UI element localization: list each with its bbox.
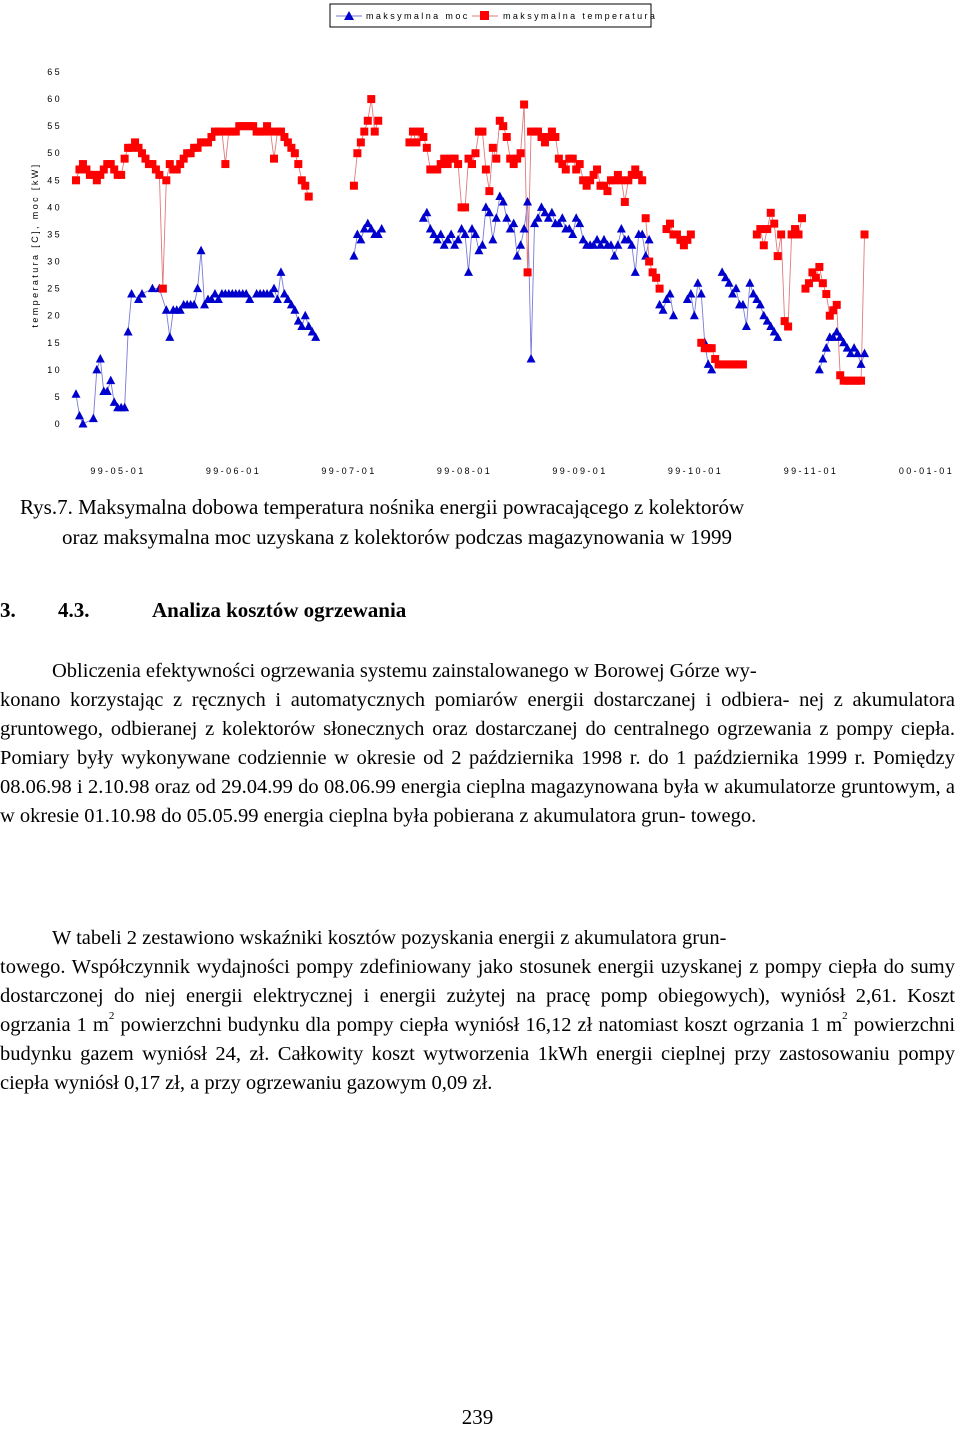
y-tick-label: 20 <box>47 310 62 321</box>
paragraph-1-line: od 2 października 1998 r. do 1 października 1999 r. Pomiędzy 08.06.98 i 2.10.98 oraz od <box>0 747 955 798</box>
temperatura-point <box>617 176 625 184</box>
temperatura-point <box>798 214 806 222</box>
temperatura-point <box>551 133 559 141</box>
temperatura-point <box>371 128 379 136</box>
superscript: 2 <box>108 1010 115 1022</box>
temperatura-point <box>405 138 413 146</box>
moc-point <box>669 311 678 320</box>
moc-point <box>96 354 105 363</box>
text-run: powierzchni budynku gazem <box>0 1014 956 1065</box>
temperatura-point <box>360 128 368 136</box>
section-title: Analiza kosztów ogrzewania <box>152 598 407 622</box>
paragraph-2-line: pompy ciepła wyniósł 0,17 zł, a przy ogrzewaniu gazowym 0,09 zł. <box>0 1043 956 1094</box>
x-tick-label: 99-08-01 <box>436 466 493 476</box>
moc-point <box>818 354 827 363</box>
moc-point <box>693 278 702 287</box>
moc-point <box>745 278 754 287</box>
moc-point <box>165 332 174 341</box>
temperatura-point <box>603 187 611 195</box>
temperatura-point <box>652 274 660 282</box>
moc-point <box>742 322 751 331</box>
temperatura-point <box>822 290 830 298</box>
temperatura-point <box>642 214 650 222</box>
moc-point <box>273 294 282 303</box>
moc-point <box>520 224 529 233</box>
moc-point <box>422 208 431 217</box>
y-axis-label: temperatura [C], moc [kW] <box>30 162 40 328</box>
temperatura-point <box>805 279 813 287</box>
y-tick-label: 40 <box>47 202 62 213</box>
temperatura-point <box>656 285 664 293</box>
y-tick-label: 15 <box>47 337 62 348</box>
x-tick-label: 99-09-01 <box>552 466 608 476</box>
temperatura-point <box>350 182 358 190</box>
x-tick-label: 00-01-01 <box>898 466 955 476</box>
moc-point <box>690 311 699 320</box>
y-tick-label: 35 <box>47 229 62 240</box>
temperatura-point <box>162 176 170 184</box>
x-tick-label: 99-06-01 <box>205 466 262 476</box>
temperatura-point <box>833 301 841 309</box>
moc-point <box>613 240 622 249</box>
moc-point <box>124 327 133 336</box>
temperatura-point <box>471 149 479 157</box>
temperatura-point <box>423 144 431 152</box>
moc-point <box>349 251 358 260</box>
temperatura-point <box>562 165 570 173</box>
temperatura-point <box>218 128 226 136</box>
temperatura-point <box>499 122 507 130</box>
temperatura-point <box>777 230 785 238</box>
temperatura-point <box>492 155 500 163</box>
temperatura-point <box>666 220 674 228</box>
moc-point <box>193 284 202 293</box>
caption-line-2: oraz maksymalna moc uzyskana z kolektorów podczas magazynowania w 1999 <box>62 525 733 549</box>
y-tick-label: 50 <box>47 148 62 159</box>
temperatura-point <box>687 230 695 238</box>
text-run: powierzchni budynku dla pompy <box>114 1014 394 1036</box>
temperatura-point <box>763 225 771 233</box>
temperatura-point <box>638 176 646 184</box>
moc-point <box>697 289 706 298</box>
moc-point <box>666 289 675 298</box>
moc-point <box>447 229 456 238</box>
moc-point <box>558 213 567 222</box>
paragraph-1-line: nej z akumulatora gruntowego, odbieranej z kolektorów słonecznych oraz dostarczanej do <box>0 689 956 740</box>
caption-line-1: Maksymalna dobowa temperatura nośnika energii powracającego z kolektorów <box>78 495 745 519</box>
x-tick-label: 99-07-01 <box>321 466 377 476</box>
moc-point <box>197 246 206 255</box>
x-tick-label: 99-10-01 <box>667 466 724 476</box>
subsection-number: 4.3. <box>58 598 90 622</box>
moc-point <box>72 389 81 398</box>
section-number: 3. <box>0 598 16 622</box>
text-run: ciepła wyniósł 16,12 zł natomiast koszt ogrzania 1 m <box>399 1014 843 1036</box>
temperatura-point <box>520 100 528 108</box>
moc-point <box>301 311 310 320</box>
temperatura-point <box>576 160 584 168</box>
legend-label-moc: maksymalna moc <box>366 11 470 21</box>
temperatura-point <box>774 252 782 260</box>
y-tick-label: 10 <box>47 364 62 375</box>
moc-point <box>127 289 136 298</box>
moc-point <box>516 240 525 249</box>
moc-point <box>492 213 501 222</box>
paragraph-1-line: konano korzystając z ręcznych i automatycznych pomiarów energii dostarczanej i odbiera- <box>0 689 790 711</box>
moc-point <box>617 224 626 233</box>
paragraph-2-line: towego. Współczynnik wydajności pompy zdefiniowany jako stosunek energii uzyskanej z <box>0 956 759 978</box>
temperatura-point <box>221 160 229 168</box>
temperatura-point <box>468 160 476 168</box>
temperatura-point <box>489 144 497 152</box>
moc-point <box>78 419 87 428</box>
temperatura-point <box>461 203 469 211</box>
section-heading <box>0 598 406 623</box>
paragraph-1-line: 29.04.99 do 08.06.99 energia cieplna magazynowana była w akumulatorze gruntowym, <box>221 776 941 798</box>
moc-point <box>523 197 532 206</box>
y-tick-label: 45 <box>47 175 62 186</box>
temperatura-point <box>770 220 778 228</box>
temperatura-point <box>367 95 375 103</box>
paragraph-1-line: a w okresie 01.10.98 do 05.05.99 energia cieplna była pobierana z akumulatora grun- <box>0 776 955 827</box>
temperatura-point <box>409 128 417 136</box>
moc-point <box>436 229 445 238</box>
text-run: pomp obiegowych), wyniósł 2,61. Koszt ogrzania 1 m <box>0 985 956 1036</box>
temperatura-point <box>621 198 629 206</box>
legend-label-temperatura: maksymalna temperatura <box>503 11 658 21</box>
temperatura-point <box>482 165 490 173</box>
moc-point <box>89 414 98 423</box>
paragraph-1 <box>0 657 955 831</box>
temperatura-point <box>524 268 532 276</box>
temperatura-point <box>301 182 309 190</box>
moc-point <box>75 411 84 420</box>
figure-label: Rys.7. <box>20 495 73 519</box>
x-tick-label: 99-11-01 <box>783 466 839 476</box>
temperatura-point <box>478 128 486 136</box>
temperatura-point <box>353 149 361 157</box>
moc-point <box>645 235 654 244</box>
moc-point <box>478 240 487 249</box>
temperatura-point <box>767 209 775 217</box>
temperatura-point <box>795 230 803 238</box>
figure-caption <box>20 492 942 552</box>
moc-point <box>502 213 511 222</box>
temperatura-point <box>819 279 827 287</box>
y-tick-label: 0 <box>54 419 62 429</box>
temperatura-point <box>291 149 299 157</box>
paragraph-2 <box>0 924 955 1098</box>
moc-line <box>76 251 316 424</box>
temperatura-point <box>645 258 653 266</box>
legend-temperatura-marker <box>480 11 489 20</box>
chart <box>0 0 960 490</box>
moc-point <box>822 343 831 352</box>
temperatura-point <box>159 285 167 293</box>
temperatura-point <box>419 133 427 141</box>
x-tick-label: 99-05-01 <box>90 466 146 476</box>
y-tick-label: 30 <box>47 256 62 267</box>
temperatura-point <box>812 274 820 282</box>
temperatura-point <box>857 377 865 385</box>
moc-point <box>732 284 741 293</box>
series-markers <box>72 95 870 427</box>
paragraph-2-line: W tabeli 2 zestawiono wskaźniki kosztów pozyskania energii z akumulatora grun- <box>52 927 727 949</box>
moc-point <box>534 213 543 222</box>
temperatura-point <box>72 176 80 184</box>
temperatura-point <box>294 160 302 168</box>
moc-point <box>92 365 101 374</box>
temperatura-point <box>815 263 823 271</box>
temperatura-point <box>121 155 129 163</box>
moc-point <box>631 267 640 276</box>
moc-point <box>509 219 518 228</box>
temperatura-point <box>739 360 747 368</box>
moc-point <box>377 224 386 233</box>
temperatura-point <box>454 160 462 168</box>
temperatura-point <box>861 230 869 238</box>
temperatura-point <box>412 138 420 146</box>
y-tick-label: 65 <box>47 67 62 77</box>
moc-point <box>513 251 522 260</box>
temperatura-point <box>364 117 372 125</box>
y-tick-label: 5 <box>54 391 62 402</box>
temperatura-point <box>270 155 278 163</box>
temperatura-point <box>357 138 365 146</box>
temperatura-point <box>267 128 275 136</box>
temperatura-point <box>374 117 382 125</box>
paragraph-1-line: towego. <box>690 805 757 827</box>
temperatura-point <box>708 344 716 352</box>
y-tick-label: 55 <box>47 121 62 132</box>
y-tick-labels <box>47 67 62 429</box>
page-number: 239 <box>461 1405 494 1429</box>
moc-point <box>454 235 463 244</box>
temperatura-point <box>593 165 601 173</box>
moc-point <box>276 267 285 276</box>
y-tick-label: 25 <box>47 283 62 294</box>
temperatura-point <box>760 241 768 249</box>
x-tick-labels <box>90 466 954 476</box>
moc-point <box>138 289 147 298</box>
moc-point <box>547 208 556 217</box>
temperatura-point <box>517 149 525 157</box>
temperatura-point <box>503 133 511 141</box>
moc-point <box>527 354 536 363</box>
temperatura-point <box>305 193 313 201</box>
temperatura-point <box>117 171 125 179</box>
temperatura-point <box>155 171 163 179</box>
temperatura-point <box>569 155 577 163</box>
temperatura-point <box>784 323 792 331</box>
moc-point <box>270 284 279 293</box>
moc-point <box>815 365 824 374</box>
temperatura-point <box>756 225 764 233</box>
moc-point <box>464 267 473 276</box>
moc-line <box>354 224 382 257</box>
moc-point <box>488 235 497 244</box>
paragraph-2-line: wyniósł 24, zł. Całkowity koszt wytworzenia 1kWh energii cieplnej przy zastosowaniu <box>142 1043 890 1065</box>
moc-point <box>686 289 695 298</box>
paragraph-2-line: pompy ciepła do sumy dostarczonej do niej energii elektrycznej i energii zużytej na pracę <box>0 956 955 1007</box>
paragraph-1-line: Obliczenia efektywności ogrzewania systemu zainstalowanego w Borowej Górze wy- <box>52 660 757 682</box>
temperatura-point <box>485 187 493 195</box>
paragraph-1-line: centralnego ogrzewania z pompy ciepła. Pomiary były wykonywane codziennie w okresie <box>0 718 955 769</box>
moc-point <box>106 376 115 385</box>
moc-point <box>857 359 866 368</box>
y-tick-label: 60 <box>47 94 62 105</box>
superscript: 2 <box>842 1010 848 1022</box>
moc-point <box>610 251 619 260</box>
